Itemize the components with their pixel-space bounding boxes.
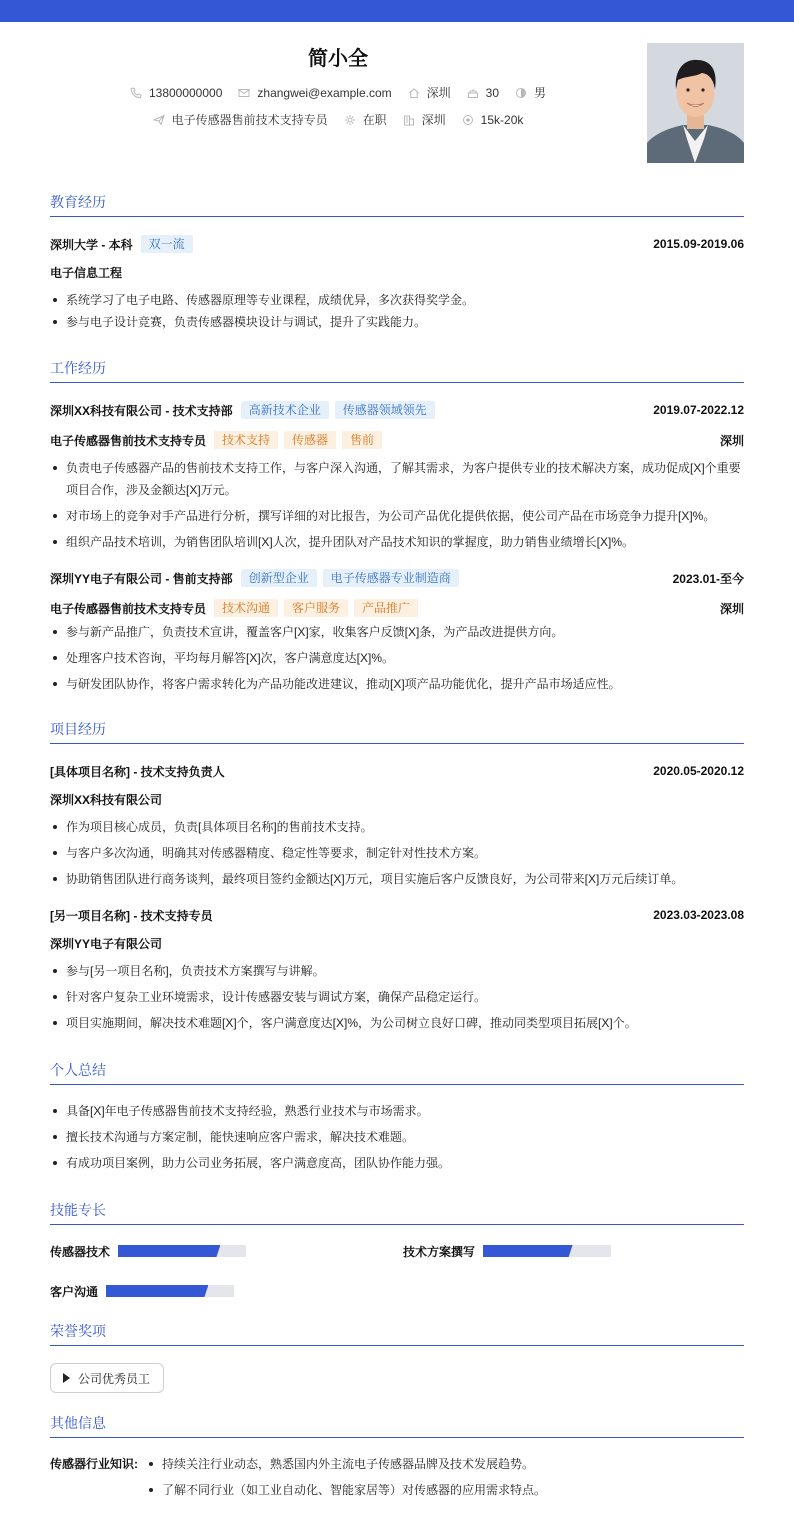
skill-bar xyxy=(118,1245,246,1257)
summary-bullets xyxy=(50,1100,744,1174)
profile-photo xyxy=(647,43,744,163)
phone-info xyxy=(130,86,222,100)
other-label: 传感器行业知识: xyxy=(50,1457,138,1471)
list-item: 具备[X]年电子传感器售前技术支持经验，熟悉行业技术与市场需求。 xyxy=(50,1100,744,1122)
skill-fill xyxy=(106,1285,208,1297)
gender-icon xyxy=(515,87,527,99)
project-company: 深圳XX科技有限公司 xyxy=(50,793,163,807)
skill-bar xyxy=(106,1285,234,1297)
list-item: 处理客户技术咨询，平均每月解答[X]次，客户满意度达[X]%。 xyxy=(50,647,744,669)
list-item: 项目实施期间，解决技术难题[X]个，客户满意度达[X]%，为公司树立良好口碑，推动同类型项目拓展[X]个。 xyxy=(50,1012,744,1034)
award-label: 公司优秀员工 xyxy=(78,1371,151,1386)
other-info-row xyxy=(50,1453,744,1501)
email-text: zhangwei@example.com xyxy=(257,85,392,100)
job-date: 2019.07-2022.12 xyxy=(653,403,744,417)
skills-section xyxy=(50,1200,744,1324)
company-name: 深圳XX科技有限公司 - 技术支持部 xyxy=(50,403,233,418)
building-icon xyxy=(403,114,415,126)
list-item: 对市场上的竞争对手产品进行分析，撰写详细的对比报告，为公司产品优化提供依据，使公司产品在市场竞争力提升[X]%。 xyxy=(50,505,744,527)
award-item[interactable] xyxy=(50,1363,164,1393)
awards-section xyxy=(50,1321,744,1393)
education-section xyxy=(50,192,744,333)
company-tag: 传感器领域领先 xyxy=(335,401,435,419)
skill-fill xyxy=(483,1245,573,1257)
phone-icon xyxy=(130,87,142,99)
summary-section xyxy=(50,1060,744,1174)
work-title: 工作经历 xyxy=(50,358,744,383)
triangle-right-icon xyxy=(63,1373,70,1383)
status-icon xyxy=(344,114,356,126)
list-item: 参与电子设计竞赛，负责传感器模块设计与调试，提升了实践能力。 xyxy=(50,311,744,333)
skill-item xyxy=(50,1244,403,1258)
summary-title: 个人总结 xyxy=(50,1060,744,1085)
status-text: 在职 xyxy=(362,113,387,127)
salary-icon xyxy=(462,114,474,126)
list-item: 参与新产品推广，负责技术宣讲，覆盖客户[X]家，收集客户反馈[X]条，为产品改进提供方向。 xyxy=(50,621,744,643)
project-header-row xyxy=(50,906,744,924)
list-item: 与客户多次沟通，明确其对传感器精度、稳定性等要求，制定针对性技术方案。 xyxy=(50,842,744,864)
school-name: 深圳大学 - 本科 xyxy=(50,237,133,252)
skill-item xyxy=(403,1244,744,1258)
list-item: 参与[另一项目名称]，负责技术方案撰写与讲解。 xyxy=(50,960,744,982)
role-tag: 产品推广 xyxy=(354,599,418,617)
status-info xyxy=(344,111,387,128)
education-date: 2015.09-2019.06 xyxy=(653,237,744,251)
top-accent-bar xyxy=(0,0,794,22)
list-item: 持续关注行业动态，熟悉国内外主流电子传感器品牌及技术发展趋势。 xyxy=(146,1453,546,1475)
salary-info xyxy=(462,113,524,127)
send-icon xyxy=(153,114,165,126)
list-item: 有成功项目案例，助力公司业务拓展，客户满意度高，团队协作能力强。 xyxy=(50,1152,744,1174)
role-tag: 技术沟通 xyxy=(214,599,278,617)
project-bullets xyxy=(50,816,744,890)
job-role-row xyxy=(50,431,744,449)
education-title: 教育经历 xyxy=(50,192,744,217)
list-item: 与研发团队协作，将客户需求转化为产品功能改进建议，推动[X]项产品功能优化，提升产品市场适应性。 xyxy=(50,673,744,695)
project-name: [具体项目名称] - 技术支持负责人 xyxy=(50,764,225,779)
skill-name: 传感器技术 xyxy=(50,1244,111,1259)
school-tag: 双一流 xyxy=(141,235,193,253)
skill-bar xyxy=(483,1245,611,1257)
salary-text: 15k-20k xyxy=(480,112,524,127)
role-tag: 售前 xyxy=(342,431,382,449)
contact-row xyxy=(50,84,626,101)
gender-text: 男 xyxy=(534,86,547,100)
list-item: 擅长技术沟通与方案定制，能快速响应客户需求，解决技术难题。 xyxy=(50,1126,744,1148)
job-city: 深圳 xyxy=(719,433,744,448)
age-info xyxy=(467,86,499,100)
skill-name: 技术方案撰写 xyxy=(403,1244,476,1259)
mail-icon xyxy=(238,87,250,99)
target-city-info xyxy=(403,111,446,128)
job-header-row xyxy=(50,401,744,419)
position-info xyxy=(153,111,328,128)
project-name: [另一项目名称] - 技术支持专员 xyxy=(50,908,213,923)
company-name: 深圳YY电子有限公司 - 售前支持部 xyxy=(50,571,233,586)
job-role-row xyxy=(50,599,744,617)
job-bullets xyxy=(50,621,744,695)
job-intent-row xyxy=(50,111,626,128)
email-info xyxy=(238,86,391,100)
age-icon xyxy=(467,87,479,99)
resume-page xyxy=(50,22,744,1501)
skill-name: 客户沟通 xyxy=(50,1284,99,1299)
project-company: 深圳YY电子有限公司 xyxy=(50,937,163,951)
project-date: 2020.05-2020.12 xyxy=(653,764,744,778)
phone-text: 13800000000 xyxy=(148,85,223,100)
company-tag: 创新型企业 xyxy=(241,569,317,587)
role-tag: 传感器 xyxy=(284,431,336,449)
role-tag: 客户服务 xyxy=(284,599,348,617)
list-item: 作为项目核心成员，负责[具体项目名称]的售前技术支持。 xyxy=(50,816,744,838)
projects-title: 项目经历 xyxy=(50,719,744,744)
skills-title: 技能专长 xyxy=(50,1200,744,1225)
project-bullets xyxy=(50,960,744,1034)
age-text: 30 xyxy=(485,85,500,100)
role-tag: 技术支持 xyxy=(214,431,278,449)
major-name: 电子信息工程 xyxy=(50,266,123,280)
skill-item xyxy=(50,1284,403,1298)
project-header-row xyxy=(50,762,744,780)
list-item: 了解不同行业（如工业自动化、智能家居等）对传感器的应用需求特点。 xyxy=(146,1479,546,1501)
job-role: 电子传感器售前技术支持专员 xyxy=(50,433,207,448)
list-item: 协助销售团队进行商务谈判，最终项目签约金额达[X]万元，项目实施后客户反馈良好，为公司带来[X]万元后续订单。 xyxy=(50,868,744,890)
candidate-name: 简小全 xyxy=(308,48,368,70)
home-icon xyxy=(408,87,420,99)
company-tag: 高新技术企业 xyxy=(241,401,329,419)
job-date: 2023.01-至今 xyxy=(672,571,744,586)
projects-section xyxy=(50,719,744,1034)
job-city: 深圳 xyxy=(719,601,744,616)
target-city-text: 深圳 xyxy=(421,113,446,127)
other-title: 其他信息 xyxy=(50,1413,744,1438)
company-tag: 电子传感器专业制造商 xyxy=(323,569,459,587)
skills-list xyxy=(50,1244,744,1324)
education-bullets xyxy=(50,289,744,333)
location-text: 深圳 xyxy=(426,86,451,100)
list-item: 系统学习了电子电路、传感器原理等专业课程，成绩优异，多次获得奖学金。 xyxy=(50,289,744,311)
position-text: 电子传感器售前技术支持专员 xyxy=(171,113,328,127)
list-item: 负责电子传感器产品的售前技术支持工作，与客户深入沟通，了解其需求，为客户提供专业的技术解决方案，成功促成[X]个重要项目合作，涉及金额达[X]万元。 xyxy=(50,457,744,501)
job-bullets xyxy=(50,457,744,553)
skill-fill xyxy=(118,1245,220,1257)
gender-info xyxy=(515,84,546,101)
job-header-row xyxy=(50,569,744,587)
list-item: 组织产品技术培训，为销售团队培训[X]人次，提升团队对产品技术知识的掌握度，助力销售业绩增长[X]%。 xyxy=(50,531,744,553)
work-section xyxy=(50,358,744,695)
project-date: 2023.03-2023.08 xyxy=(653,908,744,922)
location-info xyxy=(408,84,451,101)
other-bullets xyxy=(146,1453,546,1501)
list-item: 针对客户复杂工业环境需求，设计传感器安装与调试方案，确保产品稳定运行。 xyxy=(50,986,744,1008)
awards-title: 荣誉奖项 xyxy=(50,1321,744,1346)
other-section xyxy=(50,1413,744,1501)
resume-header xyxy=(50,22,744,192)
education-header-row xyxy=(50,235,744,253)
job-role: 电子传感器售前技术支持专员 xyxy=(50,601,207,616)
